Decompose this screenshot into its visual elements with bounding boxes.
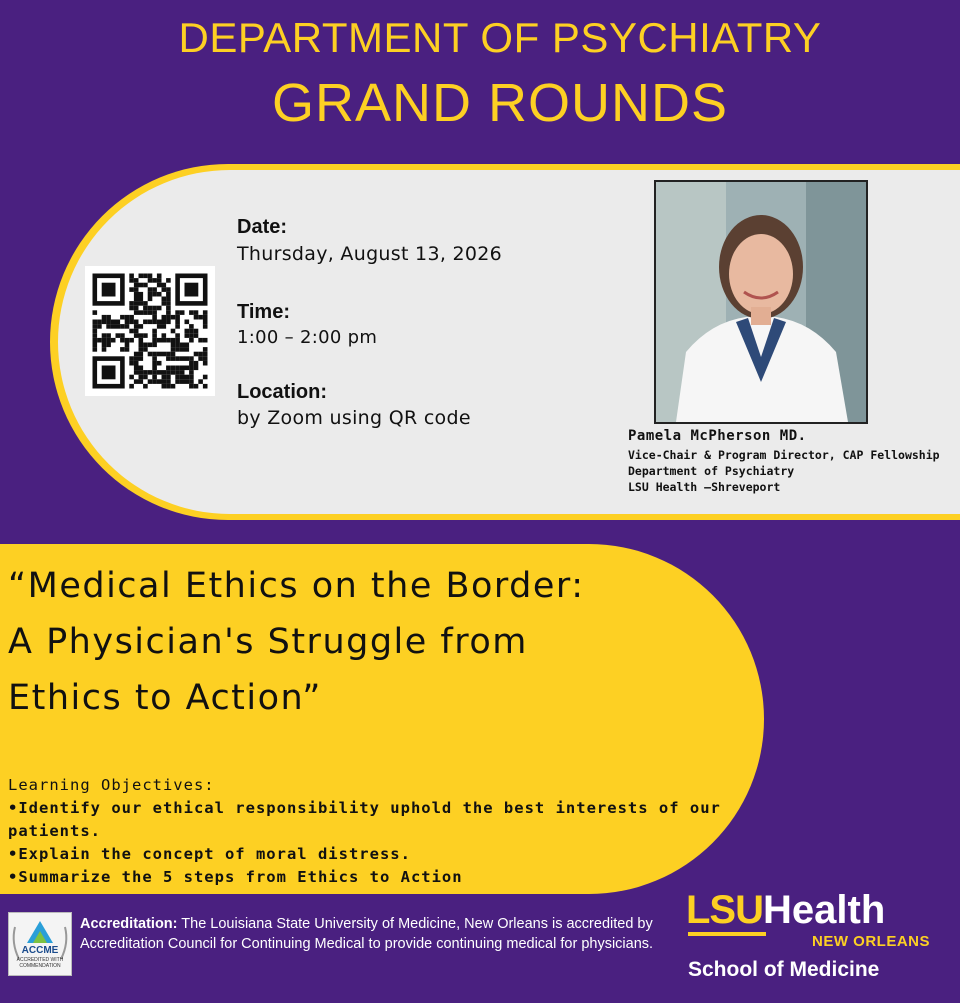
lsu-health-logo (686, 888, 936, 988)
lsu-campus: NEW ORLEANS (812, 933, 930, 950)
learning-objectives (8, 774, 728, 889)
lsu-health-word: Health (763, 888, 886, 932)
objective-item: •Identify our ethical responsibility uphold the best interests of our patients. (8, 799, 721, 840)
talk-title (8, 558, 748, 726)
lsu-underline (688, 932, 766, 936)
objectives-heading: Learning Objectives: (8, 776, 215, 794)
grand-rounds-title: GRAND ROUNDS (271, 73, 729, 133)
accreditation-text: The Louisiana State University of Medicine, New Orleans is accredited by Accreditation Council for Continuing Medical to provide continuing medical for physicians. (80, 916, 654, 952)
accme-logo-caption: ACCREDITED WITH COMMENDATION (16, 957, 64, 969)
accreditation-label: Accreditation: (80, 916, 178, 932)
lsu-school: School of Medicine (688, 958, 880, 981)
time-label: Time: (237, 301, 290, 323)
time-value: 1:00 – 2:00 pm (237, 327, 378, 348)
accme-logo-name: ACCME (21, 945, 59, 956)
department-title: DEPARTMENT OF PSYCHIATRY (178, 14, 822, 61)
talk-title-line-2: A Physician's Struggle from (8, 622, 528, 662)
speaker-name: Pamela McPherson MD. (628, 428, 807, 444)
objective-item: •Explain the concept of moral distress. (8, 845, 411, 863)
talk-title-line-1: “Medical Ethics on the Border: (8, 566, 585, 606)
location-label: Location: (237, 381, 327, 403)
speaker-details (628, 447, 948, 495)
speaker-department: Department of Psychiatry (628, 464, 795, 478)
location-value: by Zoom using QR code (237, 407, 471, 429)
accme-logo (8, 912, 72, 976)
date-label: Date: (237, 216, 288, 238)
speaker-title: Vice-Chair & Program Director, CAP Fellowship (628, 448, 940, 462)
talk-title-line-3: Ethics to Action” (8, 678, 322, 718)
accreditation-statement (80, 914, 660, 954)
objective-item: •Summarize the 5 steps from Ethics to Action (8, 868, 463, 886)
lsu-wordmark (686, 888, 885, 933)
speaker-institution: LSU Health –Shreveport (628, 480, 781, 494)
lsu-brand: LSU (686, 888, 763, 932)
date-value: Thursday, August 13, 2026 (237, 243, 503, 265)
zoom-qr-code[interactable] (85, 266, 215, 396)
speaker-photo (654, 180, 868, 424)
